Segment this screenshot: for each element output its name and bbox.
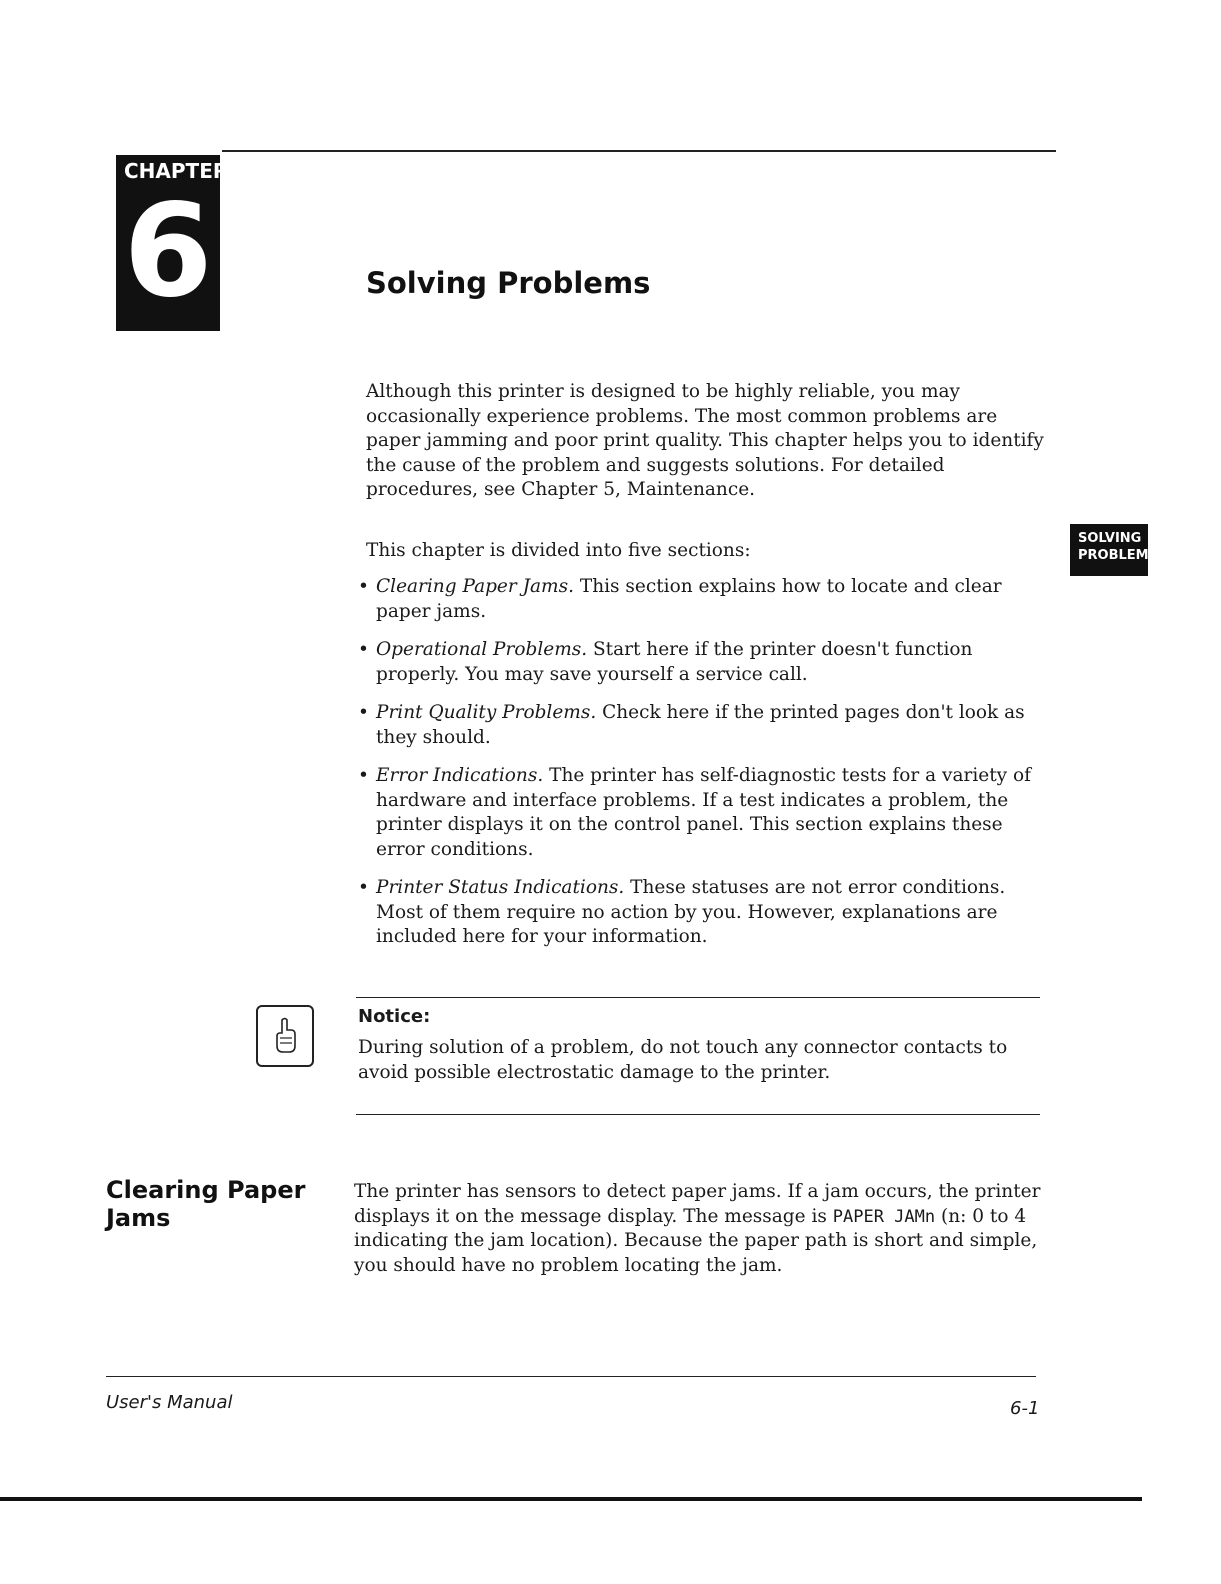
bullet-text: Start here if the printer doesn't function properly. You may save yourself a service call. bbox=[376, 639, 973, 685]
section-heading bbox=[106, 1176, 326, 1232]
message-code: PAPER JAMn bbox=[832, 1206, 936, 1227]
thumb-tab-line1: SOLVING bbox=[1078, 531, 1142, 546]
bullet-term: Error Indications. bbox=[376, 765, 544, 786]
header-rule bbox=[222, 150, 1056, 152]
bullet-text: Check here if the printed pages don't look as they should. bbox=[376, 702, 1025, 748]
intro-paragraph: Although this printer is designed to be highly reliable, you may occasionally experience problems. The most common problems are paper jamming and poor print quality. This chapter helps you to identify the cause of the problem and suggests solutions. For detailed procedures, see Chapter 5, Maintenance. bbox=[366, 381, 1044, 500]
thumb-tab bbox=[1070, 524, 1158, 576]
footer-page-number: 6-1 bbox=[1010, 1398, 1040, 1419]
chapter-block bbox=[116, 155, 229, 331]
chapter-label: CHAPTER bbox=[124, 159, 229, 183]
notice-text: During solution of a problem, do not touch any connector contacts to avoid possible electrostatic damage to the printer. bbox=[358, 1037, 1008, 1083]
sections-list bbox=[358, 575, 1048, 964]
notice-top-rule bbox=[356, 997, 1040, 998]
footer-manual-name: User's Manual bbox=[106, 1392, 233, 1413]
section-heading-line2: Jams bbox=[106, 1204, 171, 1232]
bullet-term: Printer Status Indications. bbox=[376, 877, 625, 898]
bullet-text: The printer has self-diagnostic tests for a variety of hardware and interface problems. If a test indicates a problem, the printer displays it on the control panel. This section explains these error conditions. bbox=[376, 765, 1031, 860]
list-item: • Clearing Paper Jams. This section explains how to locate and clear paper jams. bbox=[358, 576, 1002, 622]
chapter-number: 6 bbox=[123, 177, 213, 326]
list-item: • Print Quality Problems. Check here if the printed pages don't look as they should. bbox=[358, 702, 1025, 748]
section-text-before: The printer has sensors to detect paper jams. If a jam occurs, the printer displays it on the message display. The message is bbox=[354, 1181, 1041, 1227]
notice-label: Notice: bbox=[358, 1006, 431, 1027]
bullet-term: Operational Problems. bbox=[376, 639, 588, 660]
page-title: Solving Problems bbox=[366, 266, 651, 300]
notice-bottom-rule bbox=[356, 1114, 1040, 1115]
list-item: • Printer Status Indications. These statuses are not error conditions. Most of them require no action by you. However, explanations are included here for your information. bbox=[358, 877, 1006, 947]
section-body bbox=[354, 1180, 1044, 1278]
sections-lead: This chapter is divided into five sections: bbox=[366, 540, 751, 561]
thumb-tab-line2: PROBLEMS bbox=[1078, 548, 1158, 563]
pointing-hand-icon bbox=[256, 1005, 314, 1067]
list-item: • Operational Problems. Start here if the printer doesn't function properly. You may save yourself a service call. bbox=[358, 639, 973, 685]
bullet-term: Print Quality Problems. bbox=[376, 702, 597, 723]
section-heading-line1: Clearing Paper bbox=[106, 1176, 306, 1204]
list-item: • Error Indications. The printer has self-diagnostic tests for a variety of hardware and interface problems. If a test indicates a problem, the printer displays it on the control panel. This section explains these error conditions. bbox=[358, 765, 1031, 860]
bullet-text: These statuses are not error conditions. Most of them require no action by you. However, explanations are included here for your information. bbox=[376, 877, 1006, 947]
bullet-text: This section explains how to locate and clear paper jams. bbox=[376, 576, 1002, 622]
section-text-after: (n: 0 to 4 indicating the jam location). Because the paper path is short and simple, you should have no problem locating the jam. bbox=[354, 1205, 1038, 1276]
page-bottom-edge bbox=[0, 1497, 1142, 1501]
bullet-term: Clearing Paper Jams. bbox=[376, 576, 574, 597]
footer-rule bbox=[106, 1376, 1036, 1377]
